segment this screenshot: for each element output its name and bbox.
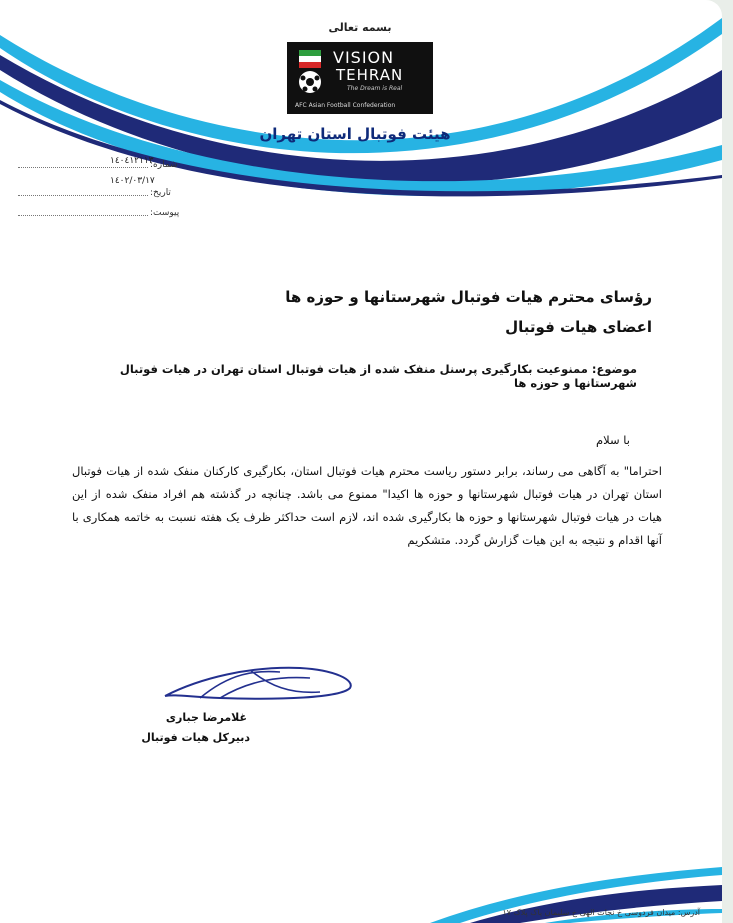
meta-attachment-row [0,206,200,222]
letter-number-value: ۱٤٠٤١٢١١٣ [110,156,154,166]
logo-line-tehran: TEHRAN [336,66,404,84]
federation-emblem-icon [295,48,325,100]
handwritten-signature [160,658,360,706]
dotted-line [18,167,148,168]
footer-address: آدرس: میدان فردوسی خ نجات الهی خ سلیمان پاک پلاک ۱۷ [502,908,700,917]
recipient-line-2: اعضای هیات فوتبال [505,318,652,336]
meta-number-row [0,158,200,174]
signer-title: دبیرکل هیات فوتبال [141,731,250,744]
letter-number-label: شماره: [150,160,178,170]
greeting-text: با سلام [596,433,630,447]
dotted-line [18,215,148,216]
attachment-label: پیوست: [150,208,180,218]
vision-tehran-logo [287,42,433,114]
recipient-line-1: رؤسای محترم هیات فوتبال شهرستانها و حوزه ها [285,288,652,306]
meta-date-row [0,176,200,202]
letter-date-label: تاریخ: [150,188,171,198]
invocation-text: بسمه تعالی [328,21,392,34]
organization-name: هیئت فوتبال استان تهران [259,125,451,143]
signer-name: غلامرضا جباری [165,711,247,724]
logo-afc-text: AFC Asian Football Confederation [295,102,396,109]
logo-motto: The Dream is Real [347,85,403,92]
dotted-line [18,195,148,196]
letter-date-value: ۱٤٠٢/٠٣/١٧ [110,176,155,186]
letter-subject: موضوع: ممنوعیت بکارگیری پرسنل منفک شده از هیات فوتبال استان تهران در هیات فوتبال شهرستانها و حوزه ها [119,362,637,390]
letter-body: احتراما" به آگاهی می رساند، برابر دستور ریاست محترم هیات فوتبال استان، بکارگیری کارکنان منفک شده از هیات فوتبال استان تهران در هیات فوتبال شهرستانها و حوزه ها اکیدا" ممنوع می باشد. چنانچه در گذشته هم افراد منفک شده از این هیات در هیات فوتبال شهرستانها و حوزه ها بکارگیری شده اند، لازم است حداکثر ظرف یک هفته نسبت به خاتمه همکاری با آنها اقدام و نتیجه به این هیات گزارش گردد. متشکریم [72,464,662,547]
logo-line-vision: VISION [333,48,395,67]
